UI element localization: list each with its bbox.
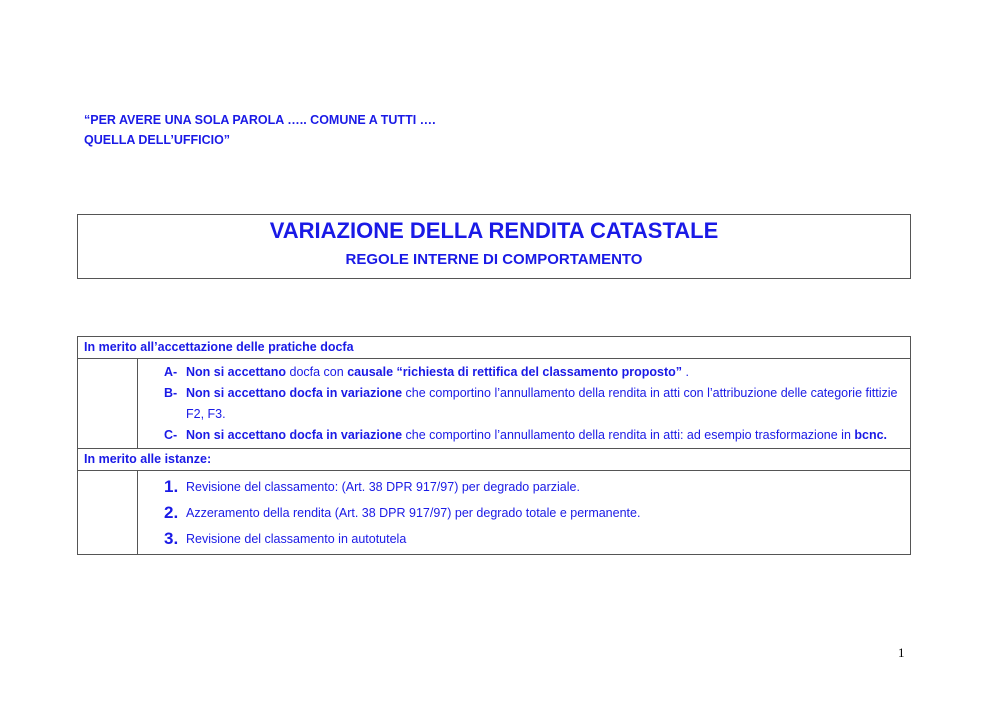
list-item [164,500,910,526]
page-title: VARIAZIONE DELLA RENDITA CATASTALE [269,218,719,243]
page-number: 1 [898,645,905,660]
item-text: Azzeramento della rendita (Art. 38 DPR 917/97) per degrado totale e permanente. [186,506,641,520]
section-docfa-heading: In merito all’accettazione delle pratiche docfa [78,337,911,359]
rules-table [77,336,911,555]
item-number: 3. [164,529,179,548]
item-text: Revisione del classamento in autotutela [186,532,407,546]
list-item [164,425,910,446]
motto-line-2: QUELLA DELL’UFFICIO” [84,133,231,147]
section-docfa-heading-row [78,337,911,359]
item-number: 2. [164,503,179,522]
indent-cell [78,471,138,555]
list-item [164,383,910,425]
item-number: 1. [164,477,179,496]
list-item [164,362,910,383]
item-text: Non si accettano docfa con causale “richiesta di rettifica del classamento proposto” . [186,365,689,379]
item-mark: A- [164,365,178,379]
motto-line-1: “PER AVERE UNA SOLA PAROLA ….. COMUNE A TUTTI …. [84,113,436,127]
indent-cell [78,359,138,449]
list-item [164,526,910,552]
title-box [77,214,911,279]
item-text: Non si accettano docfa in variazione che comportino l’annullamento della rendita in atti con l’attribuzione delle categorie fittizie F2, F3. [186,386,898,421]
section-docfa-row [78,359,911,449]
page-subtitle: REGOLE INTERNE DI COMPORTAMENTO [345,251,643,268]
item-mark: C- [164,428,178,442]
item-mark: B- [164,386,178,400]
item-text: Non si accettano docfa in variazione che comportino l’annullamento della rendita in atti: ad esempio trasformazione in bcnc. [186,428,888,442]
section-istanze-heading-row [78,449,911,471]
istanze-list [138,471,911,555]
item-text: Revisione del classamento: (Art. 38 DPR 917/97) per degrado parziale. [186,480,580,494]
motto [84,110,436,150]
section-istanze-row [78,471,911,555]
section-istanze-heading: In merito alle istanze: [78,449,911,471]
docfa-rules-list [138,359,911,449]
list-item [164,474,910,500]
